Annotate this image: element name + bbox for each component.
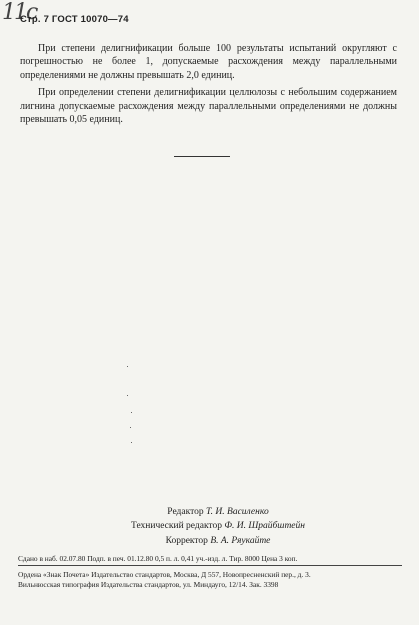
- credit-editor: [108, 505, 328, 519]
- editor-role: Редактор: [167, 507, 204, 517]
- credits-block: [108, 505, 328, 548]
- editor-name: Т. И. Василенко: [205, 507, 269, 517]
- running-head: Стр. 7 ГОСТ 10070—74: [20, 14, 129, 25]
- printer-line-1: Ордена «Знак Почета» Издательство стандартов, Москва, Д 557, Новопресненский пер., д. 3.: [18, 570, 311, 579]
- credit-proofreader: [108, 534, 328, 548]
- paragraph-rounding: При степени делигнификации больше 100 результаты испытаний округляют с погрешностью не более 1, допускаемые расхождения между параллельными определениями не должны превышать 2,0 единиц.: [20, 43, 397, 81]
- handwritten-page-mark: 11с: [2, 0, 37, 25]
- tech-editor-role: Технический редактор: [131, 521, 222, 532]
- section-divider: [174, 156, 230, 157]
- credit-tech-editor: [108, 519, 328, 533]
- tech-editor-name: Ф. И. Шрайбштейн: [224, 521, 305, 532]
- proofreader-name: В. А. Ряукайте: [210, 535, 271, 546]
- printer-info: [18, 570, 402, 590]
- main-text: [20, 42, 397, 130]
- printer-line-2: Вильнюсская типография Издательства стандартов, ул. Миндауго, 12/14. Зак. 3398: [18, 580, 279, 590]
- proofreader-role: Корректор: [165, 535, 208, 546]
- publication-info: Сдано в наб. 02.07.80 Подп. в печ. 01.12.80 0,5 п. л. 0,41 уч.-изд. л. Тир. 8000 Цена 3 коп.: [18, 554, 402, 566]
- paragraph-low-lignin: При определении степени делигнификации целлюлозы с небольшим содержанием лигнина допускаемые расхождения между параллельными определениями не должны превышать 0,05 единиц.: [20, 87, 397, 126]
